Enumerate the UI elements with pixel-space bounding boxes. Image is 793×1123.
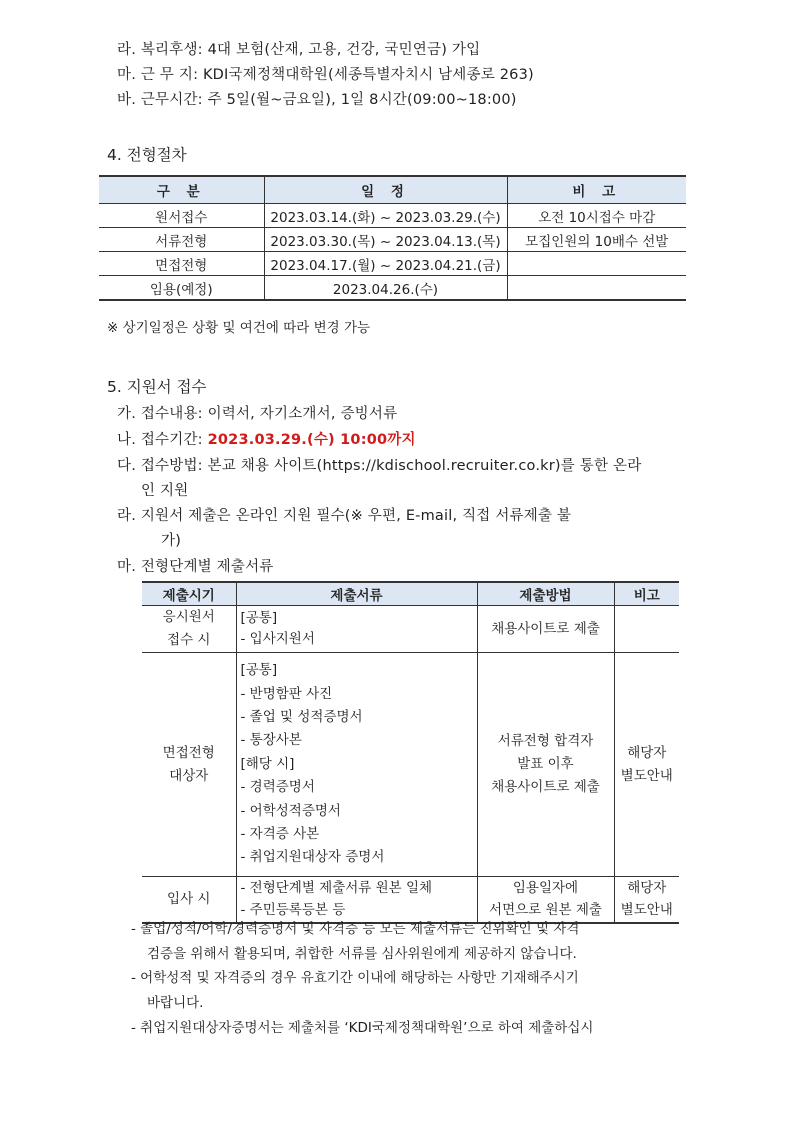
documents-cell xyxy=(236,606,477,653)
application-period-item xyxy=(117,428,416,449)
note-line: 해당자 xyxy=(627,744,667,761)
period-cell: 2023.04.17.(월) ~ 2023.04.21.(금) xyxy=(264,252,507,276)
schedule-footnote: ※ 상기일정은 상황 및 여건에 따라 변경 가능 xyxy=(107,320,371,336)
item-text: 전형단계별 제출서류 xyxy=(140,559,274,575)
item-marker: 가. xyxy=(117,406,137,422)
period-cell: 2023.03.30.(목) ~ 2023.04.13.(목) xyxy=(264,228,507,252)
note-verification: - 졸업/성적/어학/경력증명서 및 자격증 등 모든 제출서류는 진위확인 및 자격 xyxy=(131,921,580,937)
online-only-item xyxy=(117,504,571,525)
document-line: - 주민등록등본 등 xyxy=(240,902,346,919)
note-cell xyxy=(507,252,686,276)
table-row xyxy=(99,276,686,301)
deadline-text: 2023.03.29.(수) 10:00까지 xyxy=(207,432,416,448)
table-row xyxy=(142,877,679,923)
documents-cell xyxy=(236,653,477,877)
item-text: 복리후생: 4대 보험(산재, 고용, 건강, 국민연금) 가입 xyxy=(140,42,481,58)
timing-cell xyxy=(142,606,236,653)
method-cell xyxy=(477,877,614,923)
document-line: - 졸업 및 성적증명서 xyxy=(240,708,363,725)
work-hours-item xyxy=(117,88,517,109)
application-contents-item xyxy=(117,402,397,423)
timing-cell: 입사 시 xyxy=(142,877,236,923)
note-verification-continued: 검증을 위해서 활용되며, 취합한 서류를 심사위원에게 제공하지 않습니다. xyxy=(147,946,577,962)
method-cell: 채용사이트로 제출 xyxy=(477,606,614,653)
timing-line: 응시원서 xyxy=(162,609,215,625)
online-only-continued: 가) xyxy=(161,533,182,549)
note-certificate: - 취업지원대상자증명서는 제출처를 ‘KDI국제정책대학원’으로 하여 제출하십시 xyxy=(131,1020,594,1036)
documents-table xyxy=(142,581,679,924)
document-line: - 입사지원서 xyxy=(240,631,315,647)
note-cell: 모집인원의 10배수 선발 xyxy=(507,228,686,252)
timing-cell xyxy=(142,653,236,877)
section5-heading: 5. 지원서 접수 xyxy=(107,378,207,396)
application-method-item xyxy=(117,454,641,475)
document-line: [공통] xyxy=(240,662,278,679)
timing-line: 면접전형 xyxy=(162,744,215,761)
item-marker: 바. xyxy=(117,92,137,108)
stage-cell: 면접전형 xyxy=(99,252,264,276)
item-marker: 마. xyxy=(117,559,137,575)
item-text: 접수내용: 이력서, 자기소개서, 증빙서류 xyxy=(140,406,398,422)
document-line: [해당 시] xyxy=(240,755,295,772)
method-cell xyxy=(477,653,614,877)
document-line: - 자격증 사본 xyxy=(240,826,320,843)
method-line: 서면으로 원본 제출 xyxy=(489,902,602,919)
item-text: 근 무 지: KDI국제정책대학원(세종특별자치시 남세종로 263) xyxy=(140,67,534,83)
item-marker: 라. xyxy=(117,42,137,58)
documents-by-stage-item xyxy=(117,555,274,576)
note-cell xyxy=(507,276,686,301)
item-text: 지원서 제출은 온라인 지원 필수(※ 우편, E-mail, 직접 서류제출 불 xyxy=(140,508,572,524)
application-method-continued: 인 지원 xyxy=(141,483,189,499)
note-line: 해당자 xyxy=(627,880,667,897)
document-line: - 경력증명서 xyxy=(240,779,315,796)
method-line: 서류전형 합격자 xyxy=(497,733,594,749)
timing-line: 접수 시 xyxy=(167,632,211,648)
period-cell: 2023.04.26.(수) xyxy=(264,276,507,301)
table-row xyxy=(142,653,679,877)
note-cell: 오전 10시접수 마감 xyxy=(507,204,686,228)
item-text: 근무시간: 주 5일(월~금요일), 1일 8시간(09:00~18:00) xyxy=(140,92,517,108)
period-cell: 2023.03.14.(화) ~ 2023.03.29.(수) xyxy=(264,204,507,228)
header-schedule: 일 정 xyxy=(264,176,507,204)
item-marker: 마. xyxy=(117,67,137,83)
note-line: 별도안내 xyxy=(620,767,673,784)
workplace-item xyxy=(117,63,534,84)
header-method: 제출방법 xyxy=(477,582,614,606)
document-line: - 통장사본 xyxy=(240,732,302,749)
document-line: - 반명함판 사진 xyxy=(240,685,333,702)
table-row xyxy=(99,228,686,252)
table-row xyxy=(142,606,679,653)
schedule-table xyxy=(99,175,686,301)
table-row xyxy=(99,204,686,228)
stage-cell: 서류전형 xyxy=(99,228,264,252)
note-cell xyxy=(614,606,679,653)
stage-cell: 임용(예정) xyxy=(99,276,264,301)
section4-heading: 4. 전형절차 xyxy=(107,146,187,164)
table-row xyxy=(99,252,686,276)
item-marker: 라. xyxy=(117,508,137,524)
header-documents: 제출서류 xyxy=(236,582,477,606)
header-remarks: 비 고 xyxy=(507,176,686,204)
header-note: 비고 xyxy=(614,582,679,606)
note-line: 별도안내 xyxy=(620,902,673,919)
header-stage: 구 분 xyxy=(99,176,264,204)
item-marker: 다. xyxy=(117,458,137,474)
note-cell xyxy=(614,653,679,877)
document-line: - 전형단계별 제출서류 원본 일체 xyxy=(240,880,433,897)
timing-line: 대상자 xyxy=(169,767,209,784)
method-line: 채용사이트로 제출 xyxy=(491,779,600,795)
method-line: 발표 이후 xyxy=(517,756,574,772)
documents-cell xyxy=(236,877,477,923)
note-validity-continued: 바랍니다. xyxy=(147,995,204,1011)
document-line: - 어학성적증명서 xyxy=(240,802,341,819)
item-text: 접수방법: 본교 채용 사이트(https://kdischool.recruiter.co.kr)를 통한 온라 xyxy=(140,458,642,474)
schedule-header-row xyxy=(99,176,686,204)
header-timing: 제출시기 xyxy=(142,582,236,606)
welfare-item xyxy=(117,38,480,59)
documents-header-row xyxy=(142,582,679,606)
item-label: 접수기간: xyxy=(140,432,208,448)
document-line: [공통] xyxy=(240,610,278,626)
item-marker: 나. xyxy=(117,432,137,448)
method-line: 임용일자에 xyxy=(512,880,579,897)
note-cell xyxy=(614,877,679,923)
note-validity: - 어학성적 및 자격증의 경우 유효기간 이내에 해당하는 사항만 기재해주시기 xyxy=(131,970,579,986)
stage-cell: 원서접수 xyxy=(99,204,264,228)
document-line: - 취업지원대상자 증명서 xyxy=(240,849,385,866)
